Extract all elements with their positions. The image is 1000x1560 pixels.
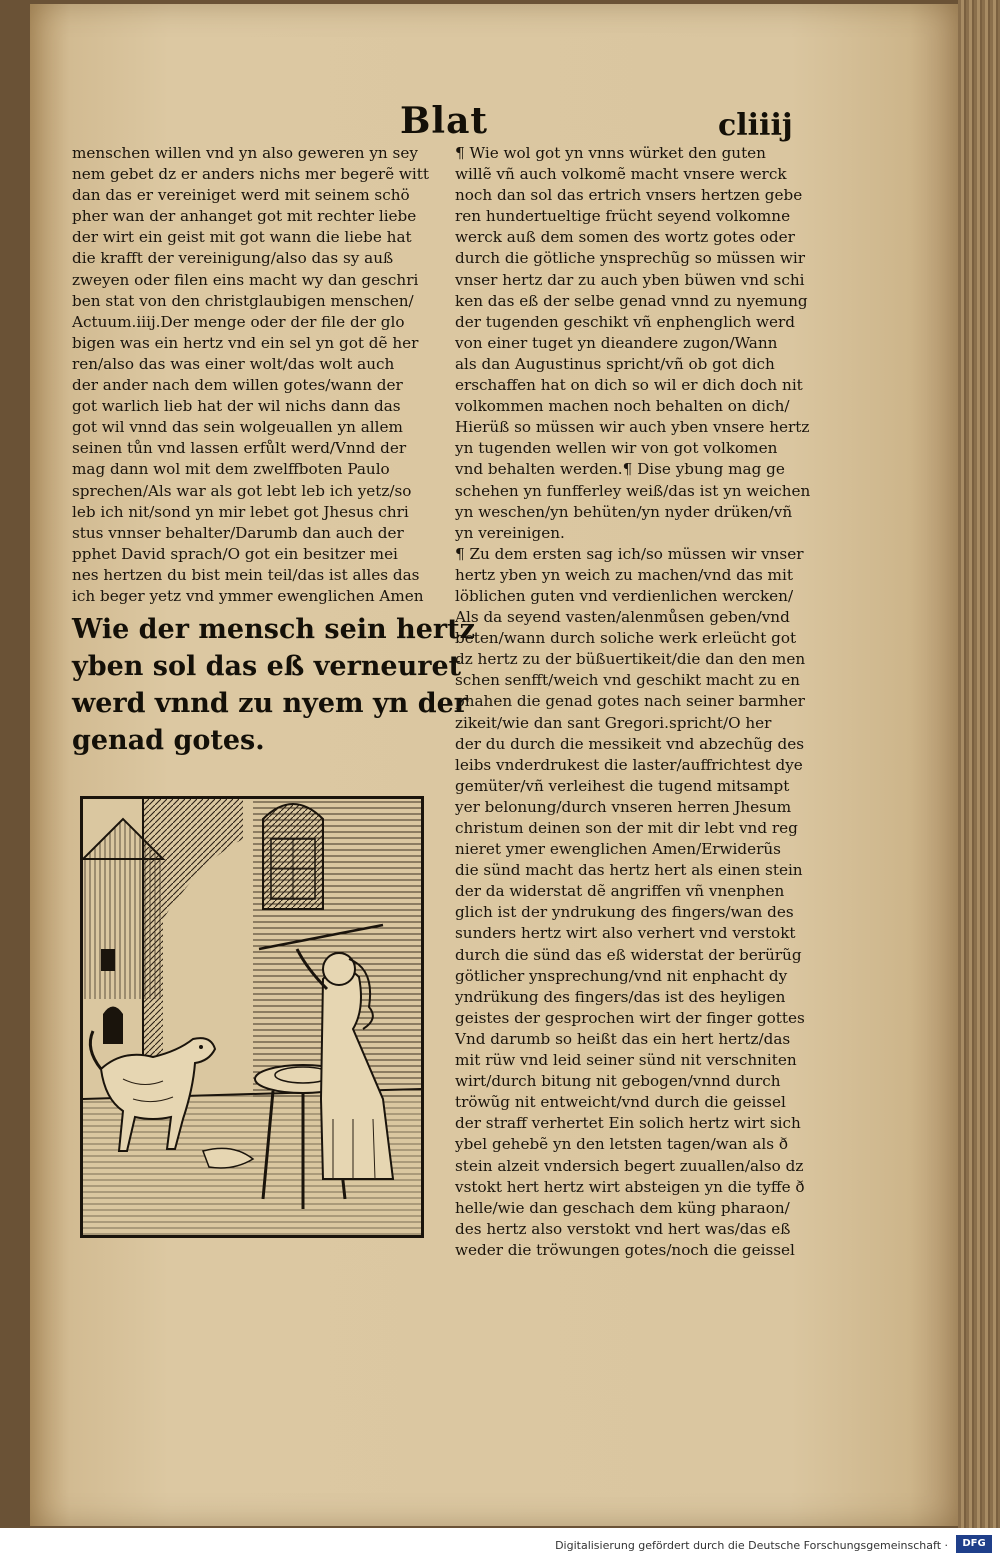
text-line: seinen tůn vnd lassen erfůlt werd/Vnnd der xyxy=(72,439,407,458)
text-line: beten/wann durch soliche werk erleücht got xyxy=(455,629,797,648)
text-line: ren/also das was einer wolt/das wolt auch xyxy=(72,354,395,373)
text-line: die krafft der vereinigung/also das sy auß xyxy=(72,249,394,268)
text-line: Hierüß so müssen wir auch yben vnsere hertz xyxy=(455,418,810,437)
text-line: Vnd darumb so heißt das ein hert hertz/das xyxy=(455,1029,791,1048)
text-line: leb ich nit/sond yn mir lebet got Jhesus chri xyxy=(72,502,409,521)
text-line: vnser hertz dar zu auch yben büwen vnd schi xyxy=(455,270,805,289)
text-line: dan das er vereiniget werd mit seinem schö xyxy=(72,186,410,205)
text-line: die sünd macht das hertz hert als einen stein xyxy=(455,861,803,880)
running-header: Blat xyxy=(400,100,489,142)
text-line: nes hertzen du bist mein teil/das ist alles das xyxy=(72,565,420,584)
text-line: yn tugenden wellen wir von got volkomen xyxy=(455,439,778,458)
text-line: pher wan der anhanget got mit rechter liebe xyxy=(72,207,417,226)
text-line: christum deinen son der mit dir lebt vnd reg xyxy=(455,819,798,837)
text-line: tröwũg nit entweicht/vnd durch die geissel xyxy=(455,1093,786,1112)
heading-line: yben sol das eß verneuret xyxy=(72,651,462,682)
woodcut-drawing xyxy=(83,799,421,1235)
funding-credit: Digitalisierung gefördert durch die Deutsche Forschungsgemeinschaft · xyxy=(555,1539,948,1552)
text-line: götlicher ynsprechung/vnd nit enphacht dy xyxy=(455,966,788,985)
heading-line: werd vnnd zu nyem yn der xyxy=(72,688,468,719)
text-line: nem gebet dz er anders nichs mer begerẽ witt xyxy=(72,165,429,184)
text-line: ren hundertueltige frücht seyend volkomne xyxy=(455,207,791,226)
text-line: durch die sünd das eß widerstat der berürũg xyxy=(455,945,802,964)
text-line: dz hertz zu der büßuertikeit/die dan den men xyxy=(455,650,806,669)
text-line: phahen die genad gotes nach seiner barmher xyxy=(455,692,805,711)
text-line: willẽ vñ auch volkomẽ macht vnsere werck xyxy=(455,165,787,184)
text-line: bigen was ein hertz vnd ein sel yn got dẽ her xyxy=(72,333,419,352)
text-line: vnd behalten werden.¶ Dise ybung mag ge xyxy=(455,460,785,479)
text-line: volkommen machen noch behalten on dich/ xyxy=(455,397,790,416)
text-line: menschen willen vnd yn also geweren yn sey xyxy=(72,144,418,162)
left-text-column xyxy=(72,143,429,607)
text-line: ybel gehebẽ yn den letsten tagen/wan als ð xyxy=(455,1135,789,1154)
text-line: Actuum.iiij.Der menge oder der file der glo xyxy=(72,312,405,331)
text-line: zikeit/wie dan sant Gregori.spricht/O her xyxy=(455,713,772,732)
chapter-heading xyxy=(72,611,475,759)
text-line: nieret ymer ewenglichen Amen/Erwiderũs xyxy=(455,840,781,859)
heading-line: Wie der mensch sein hertz xyxy=(72,614,475,645)
text-line: der straff verhertet Ein solich hertz wirt sich xyxy=(455,1114,801,1133)
text-line: der du durch die messikeit vnd abzechũg des xyxy=(455,734,805,753)
text-line: der da widerstat dẽ angriffen vñ vnenphen xyxy=(455,882,785,901)
text-line: löblichen guten vnd verdienlichen wercken/ xyxy=(455,586,794,605)
text-line: pphet David sprach/O got ein besitzer mei xyxy=(72,544,398,563)
folio-number: cliiij xyxy=(718,108,793,143)
text-line: durch die götliche ynsprechũg so müssen wir xyxy=(455,249,806,268)
page-edges xyxy=(958,0,1000,1528)
text-line: geistes der gesprochen wirt der finger gottes xyxy=(455,1008,805,1027)
text-line: der ander nach dem willen gotes/wann der xyxy=(72,376,403,395)
text-line: got wil vnnd das sein wolgeuallen yn allem xyxy=(72,418,403,437)
text-line: noch dan sol das ertrich vnsers hertzen gebe xyxy=(455,186,803,205)
text-line: zweyen oder filen eins macht wy dan geschri xyxy=(72,270,419,289)
text-line: der wirt ein geist mit got wann die liebe hat xyxy=(72,228,412,247)
text-line: Als da seyend vasten/alenmůsen geben/vnd xyxy=(455,608,790,627)
text-line: werck auß dem somen des wortz gotes oder xyxy=(455,228,795,247)
text-line: sunders hertz wirt also verhert vnd verstokt xyxy=(455,924,796,943)
text-line: wirt/durch bitung nit gebogen/vnnd durch xyxy=(455,1072,781,1091)
text-line: schehen yn funfferley weiß/das ist yn weichen xyxy=(455,481,811,500)
text-line: ¶ Zu dem ersten sag ich/so müssen wir vnser xyxy=(455,544,804,563)
text-line: von einer tuget yn dieandere zugon/Wann xyxy=(455,333,778,352)
text-line: ken das eß der selbe genad vnnd zu nyemung xyxy=(455,291,808,310)
dfg-logo: DFG xyxy=(956,1535,992,1553)
text-line: weder die tröwungen gotes/noch die geissel xyxy=(455,1240,795,1259)
text-line: vstokt hert hertz wirt absteigen yn die tyffe ð xyxy=(455,1177,805,1196)
text-line: yer belonung/durch vnseren herren Jhesum xyxy=(455,797,792,816)
text-line: leibs vnderdrukest die laster/auffrichtest dye xyxy=(455,755,803,774)
text-line: yndrükung des fingers/das ist des heyligen xyxy=(455,987,786,1006)
text-line: des hertz also verstokt vnd hert was/das eß xyxy=(455,1219,791,1238)
text-line: yn vereinigen. xyxy=(455,523,565,542)
text-line: gemüter/vñ verleihest die tugend mitsampt xyxy=(455,776,790,795)
text-line: stein alzeit vndersich begert zuuallen/also dz xyxy=(455,1156,804,1175)
text-line: yn weschen/yn behüten/yn nyder drüken/vñ xyxy=(455,502,793,521)
text-line: mit rüw vnd leid seiner sünd nit verschniten xyxy=(455,1051,797,1070)
text-line: ben stat von den christglaubigen menschen/ xyxy=(72,291,414,310)
text-line: ¶ Wie wol got yn vnns würket den guten xyxy=(455,144,766,162)
text-line: stus vnnser behalter/Darumb dan auch der xyxy=(72,523,404,542)
text-line: erschaffen hat on dich so wil er dich doch nit xyxy=(455,376,803,395)
text-line: schen senfft/weich vnd geschikt macht zu en xyxy=(455,671,800,690)
text-line: ich beger yetz vnd ymmer ewenglichen Amen xyxy=(72,586,424,605)
text-line: als dan Augustinus spricht/vñ ob got dich xyxy=(455,354,775,373)
right-text-column xyxy=(455,143,811,1261)
text-line: hertz yben yn weich zu machen/vnd das mit xyxy=(455,565,793,584)
text-line: der tugenden geschikt vñ enphenglich werd xyxy=(455,312,796,331)
text-line: mag dann wol mit dem zwelffboten Paulo xyxy=(72,460,390,479)
text-line: sprechen/Als war als got lebt leb ich yetz/so xyxy=(72,481,412,500)
text-line: helle/wie dan geschach dem küng pharaon/ xyxy=(455,1198,790,1217)
text-line: got warlich lieb hat der wil nichs dann das xyxy=(72,397,401,416)
text-line: glich ist der yndrukung des fingers/wan des xyxy=(455,903,794,922)
heading-line: genad gotes. xyxy=(72,725,265,756)
woodcut-illustration xyxy=(80,796,424,1238)
